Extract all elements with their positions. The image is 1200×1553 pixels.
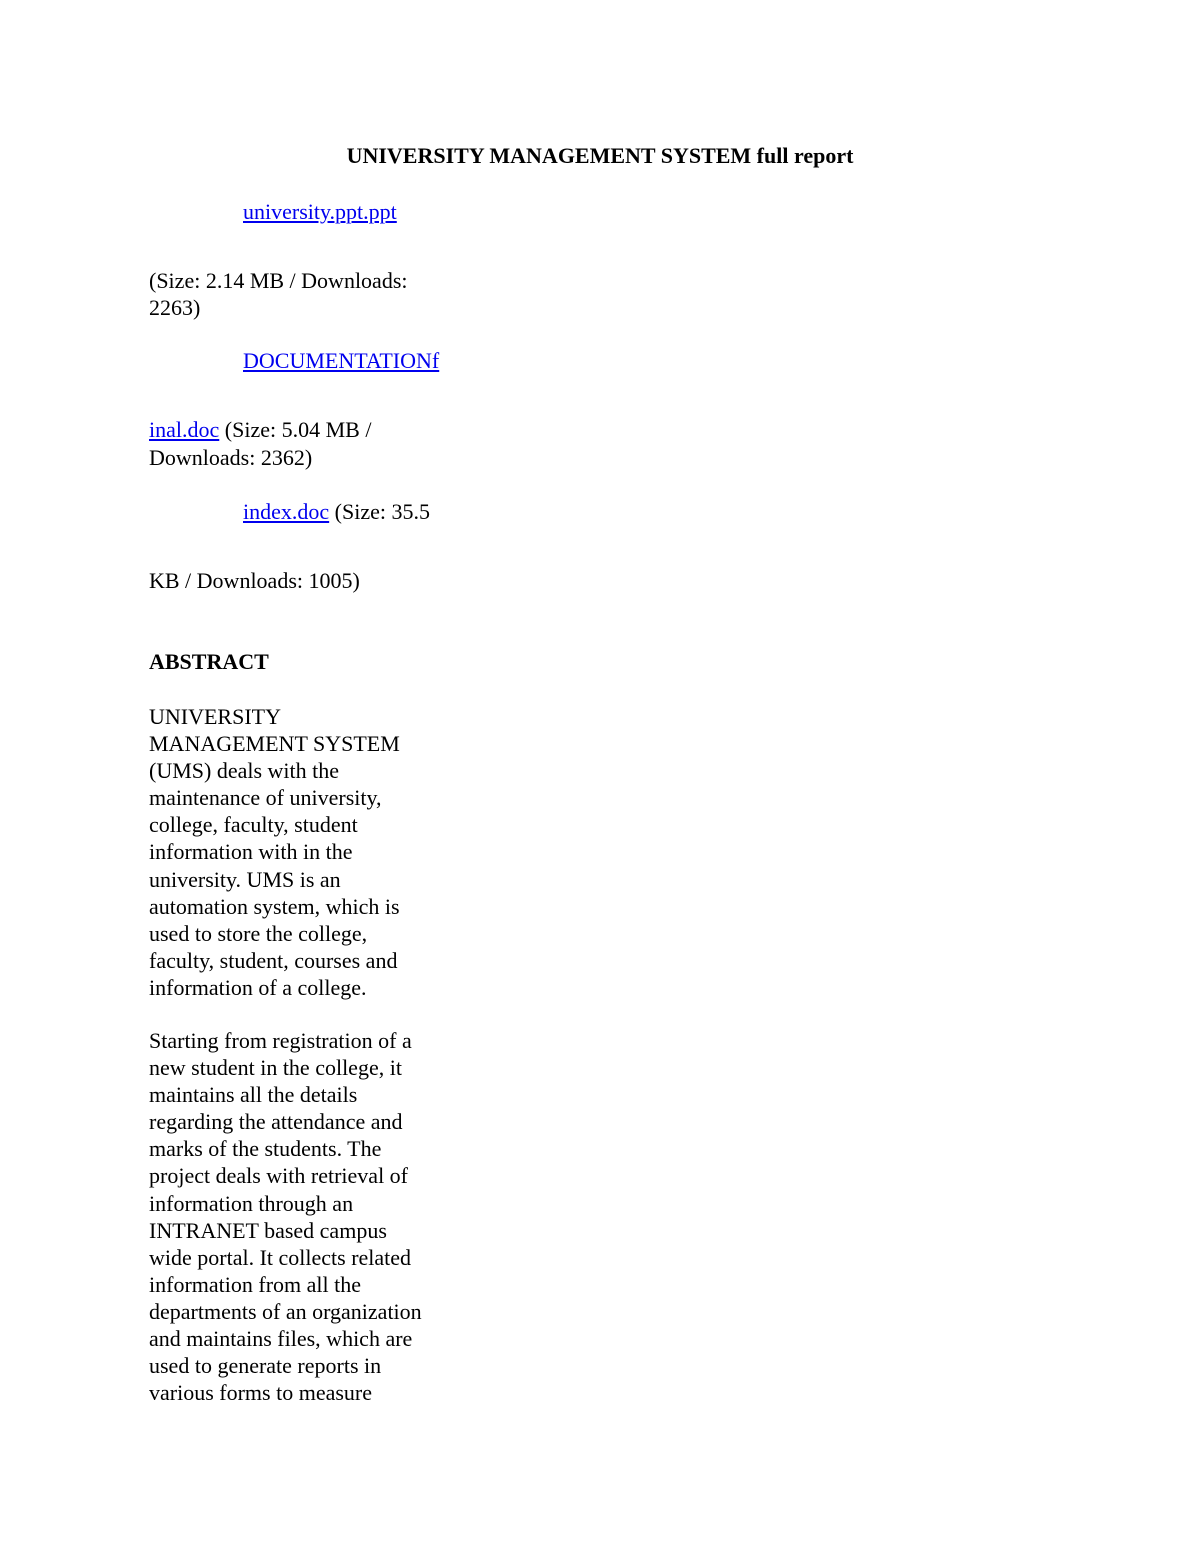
abstract-paragraph-2-line: departments of an organization (149, 1298, 422, 1324)
abstract-paragraph-1-line: automation system, which is (149, 893, 400, 919)
abstract-paragraph-1-line: information with in the (149, 839, 353, 865)
attachment-3-downloads: KB / Downloads: 1005) (149, 568, 360, 593)
abstract-paragraph-2-line: information from all the (149, 1271, 361, 1297)
page-title: UNIVERSITY MANAGEMENT SYSTEM full report (346, 143, 854, 168)
abstract-paragraph-1-line: maintenance of university, (149, 785, 382, 811)
attachment-2-size: (Size: 5.04 MB / (219, 417, 372, 442)
abstract-paragraph-1-line: faculty, student, courses and (149, 947, 398, 973)
abstract-paragraph-1-line: MANAGEMENT SYSTEM (149, 731, 400, 757)
documentation-link-part1[interactable]: DOCUMENTATIONf (243, 348, 440, 373)
abstract-paragraph-2-line: project deals with retrieval of (149, 1163, 409, 1189)
abstract-paragraph-2 (149, 1027, 449, 1406)
university-ppt-link[interactable]: university.ppt.ppt (243, 199, 397, 224)
documentation-link-part2[interactable]: inal.doc (149, 417, 220, 442)
abstract-heading: ABSTRACT (149, 649, 269, 674)
abstract-paragraph-2-line: various forms to measure (149, 1380, 372, 1406)
abstract-paragraph-1 (149, 703, 449, 1001)
abstract-paragraph-2-line: INTRANET based campus (149, 1217, 387, 1243)
abstract-paragraph-1-line: university. UMS is an (149, 866, 341, 892)
attachment-1-downloads: 2263) (149, 295, 201, 320)
abstract-paragraph-2-line: regarding the attendance and (149, 1109, 403, 1135)
abstract-paragraph-2-line: Starting from registration of a (149, 1028, 412, 1053)
attachment-3-size: (Size: 35.5 (329, 499, 430, 524)
abstract-paragraph-1-line: information of a college. (149, 974, 367, 1000)
abstract-paragraph-1-line: college, faculty, student (149, 812, 358, 838)
abstract-paragraph-2-line: information through an (149, 1190, 354, 1216)
abstract-paragraph-2-line: maintains all the details (149, 1082, 358, 1108)
abstract-paragraph-2-line: and maintains files, which are (149, 1326, 413, 1352)
abstract-paragraph-2-line: wide portal. It collects related (149, 1244, 412, 1270)
abstract-paragraph-1-line: (UMS) deals with the (149, 758, 340, 784)
attachment-2-downloads: Downloads: 2362) (149, 445, 313, 470)
index-doc-link[interactable]: index.doc (243, 499, 330, 524)
abstract-paragraph-2-line: used to generate reports in (149, 1353, 382, 1379)
abstract-paragraph-1-line: used to store the college, (149, 920, 368, 946)
abstract-paragraph-1-line: UNIVERSITY (149, 704, 281, 729)
abstract-paragraph-2-line: marks of the students. The (149, 1136, 382, 1162)
attachment-1-size: (Size: 2.14 MB / Downloads: (149, 268, 408, 293)
abstract-paragraph-2-line: new student in the college, it (149, 1055, 402, 1081)
